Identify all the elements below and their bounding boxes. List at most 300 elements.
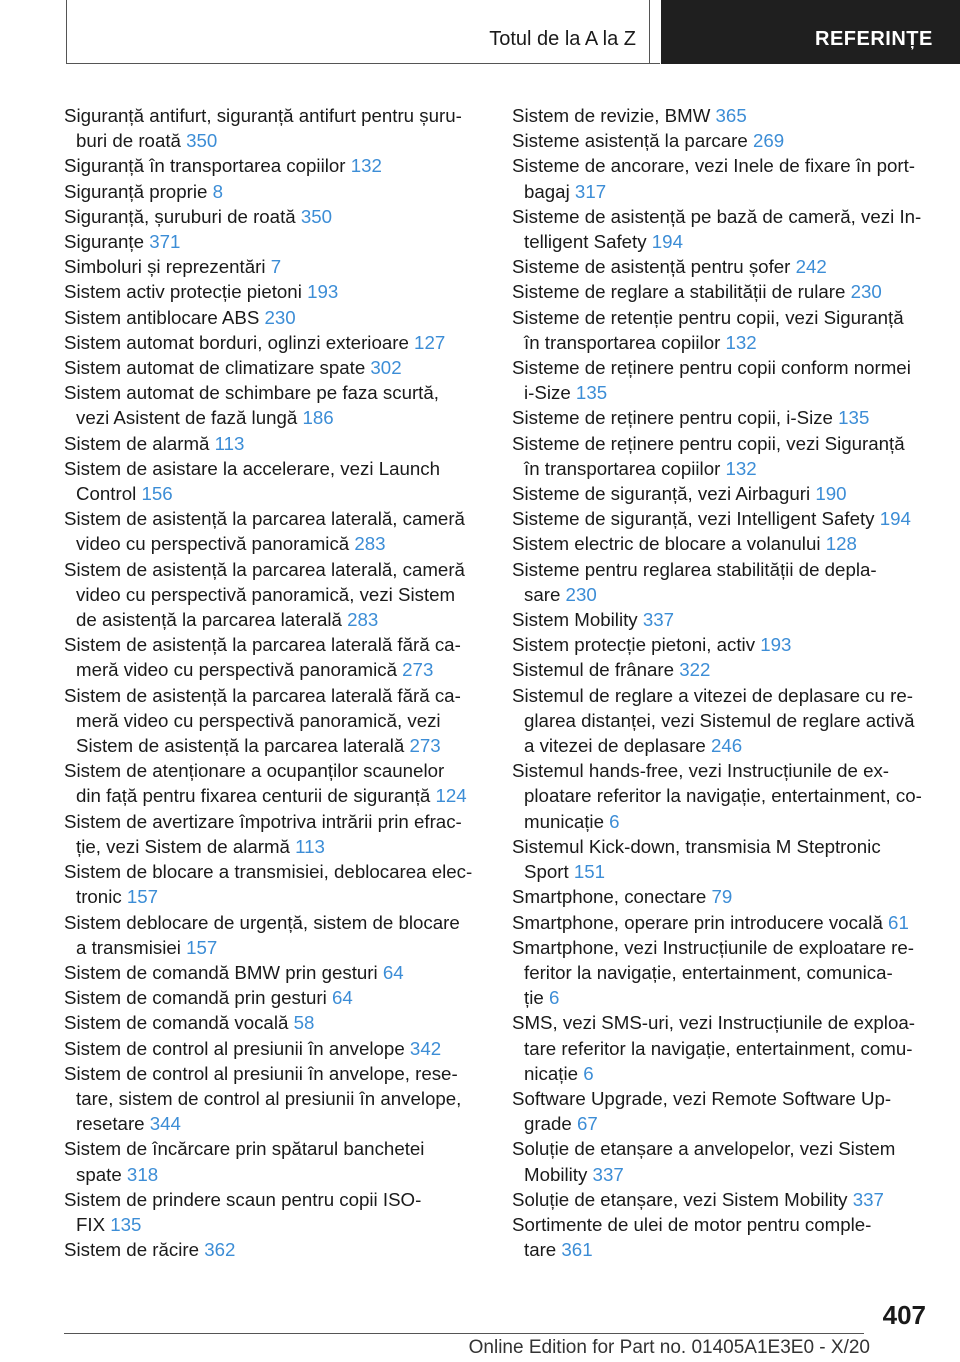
index-entry-text: Sistem protecție pietoni, activ <box>512 634 761 656</box>
index-entry-text: Sisteme de siguranță, vezi Airbaguri <box>512 483 816 505</box>
index-entry <box>512 884 942 909</box>
index-entry <box>512 758 942 834</box>
page-reference-link[interactable]: 344 <box>149 1113 181 1135</box>
page-reference-link[interactable]: 350 <box>186 130 218 152</box>
index-entry-line <box>64 254 484 279</box>
index-entry-line <box>512 884 942 909</box>
page-reference-link[interactable]: 79 <box>711 886 733 908</box>
index-entry <box>512 683 942 759</box>
index-entry-line <box>512 632 942 657</box>
index-entry <box>64 506 484 556</box>
index-entry-text: Sisteme de reglare a stabilității de rulare <box>512 281 851 303</box>
page-reference-link[interactable]: 361 <box>561 1239 593 1261</box>
chapter-tab <box>661 0 960 64</box>
index-entry-line <box>512 935 942 960</box>
index-entry-line <box>512 204 942 229</box>
index-entry-text: Siguranță în transportarea copiilor <box>64 155 351 177</box>
index-entry-text: Sistem electric de blocare a volanului <box>512 533 826 555</box>
page-reference-link[interactable]: 132 <box>725 457 757 479</box>
index-entry-text: Sisteme de retenție pentru copii, vezi Siguranță <box>512 306 904 328</box>
index-entry-line <box>64 1010 484 1035</box>
index-entry-line <box>512 557 942 582</box>
page-reference-link[interactable]: 193 <box>307 281 339 303</box>
index-entry-line <box>64 1212 484 1237</box>
index-entry-text: municație <box>524 810 610 832</box>
page-reference-link[interactable]: 124 <box>435 785 467 807</box>
index-entry <box>64 557 484 633</box>
index-entry-line <box>512 330 942 355</box>
index-entry-text: Sisteme pentru reglarea stabilității de depla- <box>512 558 877 580</box>
index-entry-line <box>512 305 942 330</box>
index-entry <box>64 758 484 808</box>
index-entry-text: resetare <box>76 1113 150 1135</box>
index-entry <box>512 153 942 203</box>
index-entry-line <box>512 834 942 859</box>
index-entry <box>64 1010 484 1035</box>
index-entry <box>512 1187 942 1212</box>
index-entry <box>512 279 942 304</box>
index-entry-text: Control <box>76 483 142 505</box>
index-entry-text: Sisteme de reținere pentru copii, i-Size <box>512 407 839 429</box>
index-entry-text: a transmisiei <box>76 936 187 958</box>
page-reference-link[interactable]: 230 <box>565 583 597 605</box>
index-entry <box>512 935 942 1011</box>
page-reference-link[interactable]: 6 <box>609 810 620 832</box>
page-reference-link[interactable]: 302 <box>370 357 402 379</box>
index-entry-line <box>512 657 942 682</box>
index-entry-line <box>64 607 484 632</box>
index-entry-line <box>512 1212 942 1237</box>
page-reference-link[interactable]: 6 <box>548 987 560 1009</box>
page-reference-link[interactable]: 194 <box>879 508 911 530</box>
page-reference-link[interactable]: 193 <box>760 634 792 656</box>
index-entry <box>512 305 942 355</box>
index-entry-text: Sistem de blocare a transmisiei, deblocarea elec- <box>64 861 473 883</box>
index-entry-line <box>512 683 942 708</box>
header-divider-left <box>66 0 67 64</box>
index-entry <box>64 204 484 229</box>
index-entry-line <box>512 405 942 430</box>
index-entry-line <box>512 1136 942 1161</box>
page-reference-link[interactable]: 273 <box>409 735 441 757</box>
index-entry-line <box>64 1237 484 1262</box>
index-entry-line <box>64 506 484 531</box>
index-entry-text: Sisteme de asistență pe bază de cameră, vezi In- <box>512 205 922 227</box>
index-entry-line <box>512 582 942 607</box>
index-entry-line <box>512 985 942 1010</box>
index-entry-line <box>512 1162 942 1187</box>
page-reference-link[interactable]: 317 <box>574 180 607 202</box>
index-entry-line <box>64 1187 484 1212</box>
index-entry-line <box>512 279 942 304</box>
page-reference-link[interactable]: 269 <box>752 130 785 152</box>
index-entry-line <box>512 1061 942 1086</box>
index-entry-text: nicație <box>524 1062 584 1084</box>
page-reference-link[interactable]: 283 <box>347 609 379 631</box>
page-reference-link[interactable]: 113 <box>295 835 325 857</box>
index-entry-text: Soluție de etanșare, vezi Sistem Mobility <box>512 1188 853 1210</box>
index-entry <box>64 305 484 330</box>
page-reference-link[interactable]: 242 <box>795 256 827 278</box>
index-entry-line <box>64 960 484 985</box>
index-entry-text: Sistem de comandă prin gesturi <box>64 987 332 1009</box>
index-entry-line <box>512 1237 942 1262</box>
index-column-right <box>512 103 942 1262</box>
page-reference-link[interactable]: 64 <box>382 961 404 983</box>
index-entry <box>512 254 942 279</box>
index-entry-text: Sistem de prindere scaun pentru copii ISO- <box>64 1188 422 1210</box>
index-entry-text: în transportarea copiilor <box>524 331 726 353</box>
index-entry <box>512 506 942 531</box>
index-entry-line <box>512 481 942 506</box>
index-entry <box>64 809 484 859</box>
index-entry-text: Sortimente de ulei de motor pentru comple- <box>512 1213 872 1235</box>
index-entry-line <box>64 683 484 708</box>
index-entry-text: Sistemul Kick-down, transmisia M Steptronic <box>512 835 881 857</box>
index-entry-line <box>512 103 942 128</box>
index-entry-text: Sisteme de asistență pentru șofer <box>512 256 796 278</box>
index-entry-text: buri de roată <box>76 130 187 152</box>
index-entry <box>64 683 484 759</box>
index-entry-line <box>512 456 942 481</box>
page-reference-link[interactable]: 61 <box>888 911 909 933</box>
page-reference-link[interactable]: 135 <box>575 382 608 404</box>
index-entry-line <box>64 632 484 657</box>
index-entry-text: Sistem de răcire <box>64 1239 205 1261</box>
index-entry-line <box>64 1136 484 1161</box>
page-reference-link[interactable]: 337 <box>852 1188 884 1210</box>
index-entry-text: tare referitor la navigație, entertainment, comu- <box>524 1037 913 1059</box>
index-entry-line <box>64 153 484 178</box>
index-entry-text: Smartphone, operare prin introducere vocală <box>512 911 889 933</box>
index-entry-text: Sistem Mobility <box>512 609 643 631</box>
page-reference-link[interactable]: 156 <box>141 483 173 505</box>
index-entry-text: ție <box>524 987 549 1009</box>
index-entry-text: Sisteme de siguranță, vezi Intelligent Safety <box>512 508 880 530</box>
index-entry-text: Sistem antiblocare ABS <box>64 306 265 328</box>
index-entry <box>64 279 484 304</box>
index-entry <box>512 632 942 657</box>
index-entry-text: Sistem de asistență la parcarea laterală fără ca- <box>64 684 461 706</box>
page-reference-link[interactable]: 273 <box>402 659 434 681</box>
page-reference-link[interactable]: 283 <box>354 533 386 555</box>
index-entry-text: video cu perspectivă panoramică <box>76 533 355 555</box>
index-entry-line <box>64 355 484 380</box>
index-entry-line <box>64 935 484 960</box>
page-reference-link[interactable]: 113 <box>214 432 245 454</box>
index-entry <box>64 254 484 279</box>
index-entry <box>512 607 942 632</box>
index-entry-line <box>64 330 484 355</box>
page-reference-link[interactable]: 362 <box>204 1239 236 1261</box>
index-entry-text: Sistem deblocare de urgență, sistem de blocare <box>64 911 460 933</box>
index-entry <box>512 1136 942 1186</box>
index-entry-text: Siguranțe <box>64 231 150 253</box>
index-entry <box>64 380 484 430</box>
index-entry-line <box>64 809 484 834</box>
index-entry-line <box>64 1036 484 1061</box>
index-entry-text: Sistem de revizie, BMW <box>512 105 716 126</box>
index-entry-text: telligent Safety <box>524 231 652 253</box>
page-reference-link[interactable]: 318 <box>126 1163 159 1185</box>
index-entry <box>512 405 942 430</box>
index-entry <box>64 431 484 456</box>
index-entry-line <box>512 733 942 758</box>
page-reference-link[interactable]: 127 <box>414 331 446 353</box>
index-entry-line <box>64 657 484 682</box>
page-reference-link[interactable]: 371 <box>149 231 181 253</box>
index-entry <box>512 431 942 481</box>
page-reference-link[interactable]: 135 <box>110 1213 142 1235</box>
page-reference-link[interactable]: 337 <box>592 1163 624 1185</box>
index-entry-line <box>64 229 484 254</box>
index-entry-text: în transportarea copiilor <box>524 457 726 479</box>
page-reference-link[interactable]: 342 <box>409 1037 442 1059</box>
index-entry <box>512 1086 942 1136</box>
index-entry-line <box>512 229 942 254</box>
page-reference-link[interactable]: 194 <box>651 231 683 253</box>
index-entry-text: Soluție de etanșare a anvelopelor, vezi Sistem <box>512 1138 896 1160</box>
index-entry <box>64 179 484 204</box>
page-reference-link[interactable]: 337 <box>642 609 675 631</box>
index-entry-text: Siguranță proprie <box>64 180 213 202</box>
index-entry-text: Sistem de atenționare a ocupanților scaunelor <box>64 760 445 782</box>
index-entry-line <box>64 834 484 859</box>
header-divider-right <box>649 0 650 64</box>
index-entry-line <box>512 910 942 935</box>
index-entry-line <box>64 985 484 1010</box>
index-entry <box>64 1237 484 1262</box>
index-entry-text: din față pentru fixarea centurii de siguranță <box>76 785 436 807</box>
index-entry-line <box>64 910 484 935</box>
page-reference-link[interactable]: 64 <box>332 987 353 1009</box>
index-entry-line <box>64 708 484 733</box>
index-entry-text: Simboluri și reprezentări <box>64 256 271 278</box>
index-entry-text: Sistemul de frânare <box>512 659 680 681</box>
index-entry-text: FIX <box>76 1213 111 1235</box>
index-entry-text: Siguranță, șuruburi de roată <box>64 205 301 227</box>
index-entry-line <box>512 153 942 178</box>
edition-note: Online Edition for Part no. 01405A1E3E0 - X/20 <box>468 1337 870 1358</box>
index-entry <box>64 1061 484 1137</box>
index-entry <box>64 1036 484 1061</box>
index-entry-line <box>512 1010 942 1035</box>
index-entry <box>64 1136 484 1186</box>
index-entry-text: Software Upgrade, vezi Remote Software Up- <box>512 1087 892 1109</box>
index-entry-line <box>512 128 942 153</box>
index-entry-line <box>512 431 942 456</box>
index-entry-line <box>64 103 484 128</box>
index-entry-line <box>64 405 484 430</box>
index-entry <box>512 1212 942 1262</box>
index-entry-line <box>512 758 942 783</box>
index-entry-text: Sistem de alarmă <box>64 432 215 454</box>
page-reference-link[interactable]: 157 <box>186 936 218 958</box>
index-entry-text: feritor la navigație, entertainment, comunica- <box>524 961 893 983</box>
index-entry <box>512 103 942 128</box>
index-entry-line <box>512 859 942 884</box>
index-entry-line <box>64 179 484 204</box>
page-reference-link[interactable]: 186 <box>302 407 334 429</box>
index-entry <box>512 1010 942 1086</box>
index-entry <box>512 204 942 254</box>
index-entry <box>64 103 484 153</box>
index-entry-text: vezi Asistent de fază lungă <box>76 407 303 429</box>
index-entry-text: grade <box>524 1113 577 1135</box>
index-entry-line <box>64 557 484 582</box>
index-entry-line <box>64 582 484 607</box>
page-reference-link[interactable]: 151 <box>573 861 606 883</box>
index-entry <box>64 330 484 355</box>
page-reference-link[interactable]: 365 <box>715 105 747 126</box>
index-entry <box>64 632 484 682</box>
index-entry-line <box>64 481 484 506</box>
index-entry-text: Sistem de control al presiunii în anvelope, rese- <box>64 1062 458 1084</box>
index-entry-text: tronic <box>76 886 127 908</box>
index-entry-text: Sistem de asistență la parcarea laterală fără ca- <box>64 634 461 656</box>
page-reference-link[interactable]: 230 <box>264 306 296 328</box>
index-entry-line <box>64 733 484 758</box>
index-entry-line <box>64 305 484 330</box>
index-entry-text: Sistem de comandă vocală <box>64 1012 294 1034</box>
index-entry-line <box>512 506 942 531</box>
index-entry-text: sare <box>524 583 566 605</box>
index-entry-line <box>64 1061 484 1086</box>
index-entry-line <box>512 531 942 556</box>
page-reference-link[interactable]: 8 <box>212 180 223 202</box>
page-reference-link[interactable]: 246 <box>711 735 743 757</box>
page-reference-link[interactable]: 157 <box>126 886 159 908</box>
index-entry <box>512 657 942 682</box>
footer-divider <box>64 1333 864 1334</box>
index-entry <box>64 456 484 506</box>
index-entry <box>64 229 484 254</box>
index-entry-line <box>512 355 942 380</box>
index-entry-text: SMS, vezi SMS-uri, vezi Instrucțiunile de exploa- <box>512 1012 915 1034</box>
index-entry-text: Sistem de avertizare împotriva intrării prin efrac- <box>64 810 462 832</box>
index-entry-text: Sisteme de ancorare, vezi Inele de fixare în port- <box>512 155 916 177</box>
index-entry-text: Sisteme de reținere pentru copii conform normei <box>512 357 911 379</box>
page-reference-link[interactable]: 58 <box>293 1012 315 1034</box>
index-entry-text: spate <box>76 1163 127 1185</box>
index-entry <box>512 910 942 935</box>
index-entry-text: Smartphone, vezi Instrucțiunile de exploatare re- <box>512 936 914 958</box>
index-entry-line <box>64 859 484 884</box>
index-column-left <box>64 103 484 1262</box>
index-entry-text: Sistem automat de schimbare pe faza scurtă, <box>64 382 439 404</box>
index-entry-line <box>512 1111 942 1136</box>
index-entry-text: Mobility <box>524 1163 593 1185</box>
page-reference-link[interactable]: 190 <box>815 483 847 505</box>
index-entry-text: Sisteme asistență la parcare <box>512 130 753 152</box>
page-reference-link[interactable]: 350 <box>300 205 333 227</box>
index-entry-line <box>64 456 484 481</box>
index-entry-line <box>64 758 484 783</box>
index-entry-text: Siguranță antifurt, siguranță antifurt pentru șuru- <box>64 105 462 126</box>
page-reference-link[interactable]: 128 <box>825 533 857 555</box>
page-reference-link[interactable]: 135 <box>838 407 870 429</box>
index-entry <box>64 859 484 909</box>
index-entry-text: Sport <box>524 861 574 883</box>
index-entry <box>64 153 484 178</box>
index-entry-line <box>512 960 942 985</box>
index-entry-line <box>64 531 484 556</box>
index-entry <box>64 355 484 380</box>
index-entry-line <box>64 783 484 808</box>
index-entry-line <box>512 1036 942 1061</box>
page-reference-link[interactable]: 67 <box>577 1113 598 1135</box>
index-entry-line <box>512 254 942 279</box>
index-entry <box>64 960 484 985</box>
index-entry-text: Sistem de comandă BMW prin gesturi <box>64 961 383 983</box>
index-entry <box>64 910 484 960</box>
index-entry-text: meră video cu perspectivă panoramică <box>76 659 403 681</box>
page-reference-link[interactable]: 132 <box>725 331 757 353</box>
index-entry-text: Sistem de încărcare prin spătarul banchetei <box>64 1138 425 1160</box>
index-entry <box>64 1187 484 1237</box>
index-entry-line <box>64 1111 484 1136</box>
index-entry-text: video cu perspectivă panoramică, vezi Sistem <box>76 583 456 605</box>
index-entry-line <box>64 279 484 304</box>
index-entry-line <box>512 380 942 405</box>
index-entry <box>64 985 484 1010</box>
index-entry-line <box>512 607 942 632</box>
index-entry-text: Sistem de asistare la accelerare, vezi Launch <box>64 457 441 479</box>
section-title: Totul de la A la Z <box>489 28 636 50</box>
index-entry-text: Sistem activ protecție pietoni <box>64 281 308 303</box>
index-entry <box>512 834 942 884</box>
index-entry-text: Sistem de asistență la parcarea laterală, cameră <box>64 558 465 580</box>
index-entry-line <box>64 1162 484 1187</box>
index-entry-text: Sistem automat borduri, oglinzi exterioare <box>64 331 415 353</box>
page-reference-link[interactable]: 230 <box>850 281 882 303</box>
page-reference-link[interactable]: 322 <box>679 659 711 681</box>
index-entry-text: Sisteme de reținere pentru copii, vezi Siguranță <box>512 432 905 454</box>
index-entry <box>512 128 942 153</box>
page-number: 407 <box>882 1300 926 1330</box>
index-entry <box>512 557 942 607</box>
index-entry-text: a vitezei de deplasare <box>524 735 711 757</box>
index-entry-line <box>512 783 942 808</box>
chapter-tab-label: REFERINȚE <box>815 28 933 50</box>
index-entry-text: Sistemul hands-free, vezi Instrucțiunile de ex- <box>512 760 890 782</box>
index-entry-text: bagaj <box>524 180 575 202</box>
index-entry-line <box>64 380 484 405</box>
index-entry-text: tare <box>524 1239 562 1261</box>
page-reference-link[interactable]: 7 <box>270 256 282 278</box>
index-entry <box>512 531 942 556</box>
index-entry-text: i-Size <box>524 382 576 404</box>
index-entry <box>512 481 942 506</box>
index-entry-text: Sistem de asistență la parcarea laterală, cameră <box>64 508 465 530</box>
index-entry-text: Sistem de control al presiunii în anvelope <box>64 1037 410 1059</box>
index-entry-text: de asistență la parcarea laterală <box>76 609 348 631</box>
index-entry-text: ție, vezi Sistem de alarmă <box>76 835 296 857</box>
index-entry-text: meră video cu perspectivă panoramică, vezi <box>76 709 441 731</box>
index-entry-text: Sistemul de reglare a vitezei de deplasare cu re- <box>512 684 913 706</box>
index-entry-line <box>512 1086 942 1111</box>
header-divider-bottom <box>66 63 660 64</box>
index-entry-text: Sistem de asistență la parcarea laterală <box>76 735 410 757</box>
index-entry-text: tare, sistem de control al presiunii în anvelope, <box>76 1087 462 1109</box>
page-reference-link[interactable]: 6 <box>583 1062 594 1084</box>
page-reference-link[interactable]: 132 <box>350 155 382 177</box>
index-entry-line <box>64 204 484 229</box>
index-entry-text: Sistem automat de climatizare spate <box>64 357 371 379</box>
index-entry-line <box>64 884 484 909</box>
index-entry-text: glarea distanței, vezi Sistemul de reglare activă <box>524 709 915 731</box>
index-entry-line <box>64 1086 484 1111</box>
